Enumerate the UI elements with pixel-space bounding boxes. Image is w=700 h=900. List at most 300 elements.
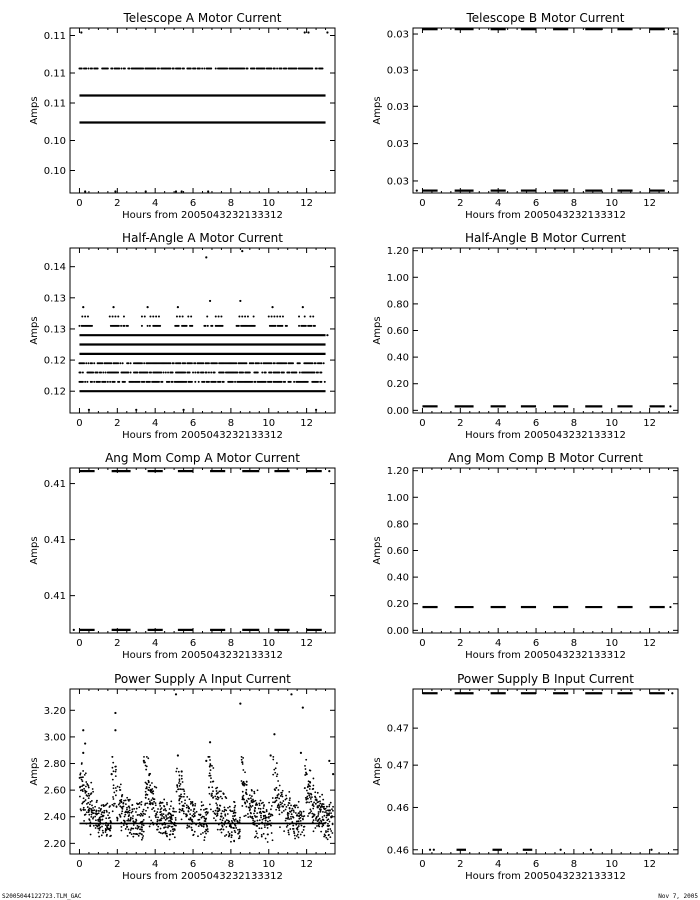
data-point: [317, 381, 319, 383]
data-point: [107, 814, 109, 816]
data-point: [124, 820, 126, 822]
data-point: [123, 315, 125, 317]
data-point: [310, 801, 312, 803]
telescope-b-motor-current-x-axis-label: Hours from 2005043232133312: [465, 210, 626, 221]
data-point: [239, 703, 241, 705]
data-point: [121, 794, 123, 796]
data-point: [183, 790, 185, 792]
data-point: [86, 794, 88, 796]
data-point: [217, 813, 219, 815]
data-point: [132, 815, 134, 817]
data-point: [135, 827, 137, 829]
print-date: Nov 7, 2005: [658, 893, 698, 900]
data-point: [208, 362, 210, 364]
data-point: [83, 362, 85, 364]
data-point: [215, 802, 217, 804]
data-point: [177, 754, 179, 756]
data-point: [194, 812, 196, 814]
data-point: [191, 819, 193, 821]
data-point: [123, 802, 125, 804]
data-point: [90, 816, 92, 818]
power-supply-b-input-current-title: Power Supply B Input Current: [457, 672, 634, 686]
data-point: [289, 799, 291, 801]
data-point: [272, 774, 274, 776]
data-point: [115, 766, 117, 768]
data-point: [296, 814, 298, 816]
x-tick-label: 6: [189, 859, 197, 870]
data-point: [221, 832, 223, 834]
data-point: [85, 362, 87, 364]
data-point: [93, 825, 95, 827]
data-point: [165, 816, 167, 818]
data-point: [154, 798, 156, 800]
data-point: [209, 766, 211, 768]
data-point: [115, 771, 117, 773]
data-point: [98, 836, 100, 838]
data-point: [225, 834, 227, 836]
data-point: [138, 835, 140, 837]
data-point: [305, 768, 307, 770]
data-point: [217, 796, 219, 798]
data-point: [184, 802, 186, 804]
data-point: [131, 808, 133, 810]
data-point: [169, 834, 171, 836]
data-point: [202, 362, 204, 364]
data-point: [190, 803, 192, 805]
data-point: [158, 315, 160, 317]
data-point: [95, 819, 97, 821]
data-point: [117, 372, 119, 374]
data-point: [164, 808, 166, 810]
data-point: [223, 381, 225, 383]
data-point: [141, 315, 143, 317]
data-point: [172, 372, 174, 374]
data-point: [260, 362, 262, 364]
x-tick-label: 8: [570, 859, 578, 870]
y-tick-label: 0.80: [386, 519, 409, 531]
data-point: [139, 381, 141, 383]
data-point: [259, 804, 261, 806]
data-point: [218, 790, 220, 792]
data-point: [80, 372, 82, 374]
data-point: [324, 381, 326, 383]
data-point: [163, 827, 165, 829]
data-point: [186, 804, 188, 806]
data-point: [99, 829, 101, 831]
data-point: [191, 827, 193, 829]
data-point: [132, 836, 134, 838]
data-point: [291, 813, 293, 815]
data-point: [217, 798, 219, 800]
data-point: [173, 362, 175, 364]
data-point: [128, 818, 130, 820]
data-point: [159, 325, 161, 327]
data-point: [97, 372, 99, 374]
data-point: [154, 786, 156, 788]
data-point: [126, 826, 128, 828]
data-point: [186, 796, 188, 798]
data-point: [99, 817, 101, 819]
data-point: [143, 381, 145, 383]
data-point: [119, 789, 121, 791]
data-point: [169, 812, 171, 814]
data-point: [84, 190, 86, 192]
data-point: [306, 796, 308, 798]
data-point: [187, 315, 189, 317]
data-point: [113, 770, 115, 772]
data-point: [278, 798, 280, 800]
data-point: [221, 798, 223, 800]
x-tick-label: 2: [457, 418, 464, 429]
y-tick-label: 0.03: [386, 29, 409, 41]
data-point: [179, 785, 181, 787]
data-point: [326, 806, 328, 808]
ang-mom-comp-a-motor-current-x-axis-label: Hours from 2005043232133312: [122, 650, 283, 661]
data-point: [93, 362, 95, 364]
data-point: [184, 793, 186, 795]
data-point: [308, 783, 310, 785]
data-point: [118, 381, 120, 383]
data-point: [287, 815, 289, 817]
data-point: [211, 765, 213, 767]
data-point: [95, 827, 97, 829]
data-point: [84, 790, 86, 792]
data-point: [82, 770, 84, 772]
data-point: [271, 315, 273, 317]
data-point: [270, 362, 272, 364]
data-point: [247, 813, 249, 815]
data-point: [255, 804, 257, 806]
data-point: [121, 830, 123, 832]
data-point: [145, 791, 147, 793]
data-point: [141, 325, 143, 327]
data-point: [230, 841, 232, 843]
data-point: [181, 770, 183, 772]
y-tick-label: 0.12: [43, 355, 66, 367]
data-point: [286, 325, 288, 327]
data-point: [147, 325, 149, 327]
data-point: [288, 791, 290, 793]
x-tick-label: 10: [262, 418, 276, 429]
data-point: [327, 825, 329, 827]
data-point: [247, 315, 249, 317]
data-point: [123, 805, 125, 807]
ang-mom-comp-a-motor-current-y-axis-label: Amps: [29, 536, 40, 565]
data-point: [108, 812, 110, 814]
data-point: [197, 835, 199, 837]
data-point: [128, 814, 130, 816]
data-point: [330, 817, 332, 819]
data-point: [229, 833, 231, 835]
data-point: [279, 801, 281, 803]
data-point: [170, 821, 172, 823]
data-point: [228, 835, 230, 837]
data-point: [159, 811, 161, 813]
data-point: [268, 813, 270, 815]
data-point: [84, 742, 86, 744]
data-point: [293, 381, 295, 383]
data-point: [91, 68, 93, 70]
data-point: [209, 793, 211, 795]
data-point: [312, 788, 314, 790]
data-point: [168, 820, 170, 822]
data-point: [314, 791, 316, 793]
data-point: [320, 831, 322, 833]
data-point: [279, 785, 281, 787]
data-point: [147, 372, 149, 374]
data-point: [212, 811, 214, 813]
data-point: [182, 409, 184, 411]
data-point: [173, 811, 175, 813]
data-point: [81, 762, 83, 764]
data-point: [131, 804, 133, 806]
data-point: [114, 712, 116, 714]
data-point: [172, 807, 174, 809]
data-point: [183, 810, 185, 812]
x-tick-label: 6: [189, 418, 197, 429]
data-point: [304, 787, 306, 789]
data-point: [272, 797, 274, 799]
data-point: [149, 315, 151, 317]
data-point: [317, 801, 319, 803]
data-point: [97, 810, 99, 812]
data-point: [211, 795, 213, 797]
x-tick-label: 0: [419, 859, 426, 870]
data-point: [239, 829, 241, 831]
data-point: [99, 381, 101, 383]
data-point: [143, 760, 145, 762]
ang-mom-comp-b-motor-current-title: Ang Mom Comp B Motor Current: [448, 451, 643, 465]
data-point: [258, 808, 260, 810]
data-point: [180, 788, 182, 790]
data-point: [331, 815, 333, 817]
data-point: [81, 779, 83, 781]
data-point: [192, 372, 194, 374]
data-point: [87, 315, 89, 317]
data-point: [189, 813, 191, 815]
data-point: [204, 831, 206, 833]
data-point: [310, 798, 312, 800]
data-point: [284, 381, 286, 383]
data-point: [175, 817, 177, 819]
data-point: [272, 756, 274, 758]
data-point: [139, 802, 141, 804]
data-point: [151, 782, 153, 784]
data-point: [169, 362, 171, 364]
data-point: [253, 68, 255, 70]
data-point: [311, 325, 313, 327]
data-point: [183, 788, 185, 790]
data-point: [303, 829, 305, 831]
data-point: [309, 769, 311, 771]
data-point: [155, 815, 157, 817]
data-point: [270, 68, 272, 70]
data-point: [184, 799, 186, 801]
data-point: [127, 362, 129, 364]
data-point: [221, 824, 223, 826]
data-point: [231, 820, 233, 822]
data-point: [283, 810, 285, 812]
data-point: [242, 763, 244, 765]
data-point: [265, 838, 267, 840]
y-tick-label: 0.00: [386, 625, 409, 637]
data-point: [257, 789, 259, 791]
data-point: [285, 68, 287, 70]
data-point: [279, 826, 281, 828]
data-point: [294, 807, 296, 809]
data-point: [266, 824, 268, 826]
data-point: [143, 824, 145, 826]
data-point: [265, 381, 267, 383]
data-point: [210, 781, 212, 783]
data-point: [147, 794, 149, 796]
data-point: [146, 802, 148, 804]
data-point: [215, 788, 217, 790]
x-tick-label: 4: [494, 418, 502, 429]
data-point: [219, 381, 221, 383]
data-point: [81, 68, 83, 70]
data-point: [109, 830, 111, 832]
data-point: [144, 813, 146, 815]
data-point: [315, 803, 317, 805]
data-point: [242, 782, 244, 784]
data-point: [127, 811, 129, 813]
data-point: [237, 829, 239, 831]
data-point: [279, 813, 281, 815]
data-point: [85, 781, 87, 783]
data-point: [293, 809, 295, 811]
data-point: [229, 824, 231, 826]
data-point: [328, 760, 330, 762]
data-point: [319, 803, 321, 805]
x-tick-label: 2: [457, 859, 464, 870]
data-point: [152, 797, 154, 799]
data-point: [239, 819, 241, 821]
data-point: [116, 805, 118, 807]
data-point: [250, 797, 252, 799]
y-tick-label: 0.46: [386, 845, 409, 857]
data-point: [264, 68, 266, 70]
data-point: [159, 805, 161, 807]
data-point: [311, 813, 313, 815]
data-point: [313, 778, 315, 780]
data-point: [205, 819, 207, 821]
data-point: [181, 775, 183, 777]
data-point: [303, 826, 305, 828]
data-point: [254, 820, 256, 822]
y-tick-label: 1.00: [386, 492, 409, 504]
data-point: [147, 807, 149, 809]
data-point: [164, 831, 166, 833]
data-point: [177, 788, 179, 790]
data-point: [273, 733, 275, 735]
data-point: [202, 832, 204, 834]
data-point: [205, 812, 207, 814]
data-point: [292, 825, 294, 827]
data-point: [225, 809, 227, 811]
data-point: [320, 806, 322, 808]
data-point: [95, 813, 97, 815]
data-point: [288, 818, 290, 820]
data-point: [91, 805, 93, 807]
data-point: [281, 802, 283, 804]
data-point: [105, 824, 107, 826]
data-point: [88, 795, 90, 797]
data-point: [239, 817, 241, 819]
data-point: [129, 809, 131, 811]
data-point: [282, 790, 284, 792]
data-point: [261, 827, 263, 829]
data-point: [204, 836, 206, 838]
data-point: [182, 808, 184, 810]
data-point: [224, 806, 226, 808]
ang-mom-comp-b-motor-current-y-axis-label: Amps: [372, 536, 383, 565]
data-point: [143, 756, 145, 758]
data-point: [112, 767, 114, 769]
data-point: [111, 756, 113, 758]
data-point: [234, 809, 236, 811]
data-point: [109, 381, 111, 383]
x-tick-label: 10: [605, 859, 619, 870]
data-point: [315, 409, 317, 411]
data-point: [224, 821, 226, 823]
data-point: [115, 794, 117, 796]
data-point: [223, 829, 225, 831]
x-tick-label: 4: [494, 198, 502, 209]
data-point: [296, 835, 298, 837]
data-point: [329, 821, 331, 823]
data-point: [311, 796, 313, 798]
data-point: [270, 815, 272, 817]
data-point: [136, 808, 138, 810]
data-point: [234, 381, 236, 383]
data-point: [313, 802, 315, 804]
data-point: [119, 815, 121, 817]
data-point: [124, 381, 126, 383]
data-point: [297, 807, 299, 809]
data-point: [246, 801, 248, 803]
data-point: [181, 788, 183, 790]
data-point: [201, 805, 203, 807]
data-point: [82, 381, 84, 383]
data-point: [281, 381, 283, 383]
data-point: [298, 325, 300, 327]
data-point: [206, 826, 208, 828]
data-point: [316, 68, 318, 70]
data-point: [102, 830, 104, 832]
data-point: [202, 804, 204, 806]
x-tick-label: 8: [227, 198, 235, 209]
data-point: [115, 775, 117, 777]
data-point: [304, 315, 306, 317]
data-point: [433, 849, 435, 851]
data-point: [85, 68, 87, 70]
data-point: [180, 362, 182, 364]
y-tick-label: 0.80: [386, 299, 409, 311]
data-point: [318, 819, 320, 821]
data-point: [82, 784, 84, 786]
data-point: [237, 833, 239, 835]
data-point: [137, 814, 139, 816]
data-point: [307, 381, 309, 383]
y-tick-label: 1.00: [386, 272, 409, 284]
data-point: [209, 756, 211, 758]
data-point: [124, 325, 126, 327]
data-point: [136, 372, 138, 374]
data-point: [225, 797, 227, 799]
data-point: [306, 802, 308, 804]
data-point: [92, 807, 94, 809]
